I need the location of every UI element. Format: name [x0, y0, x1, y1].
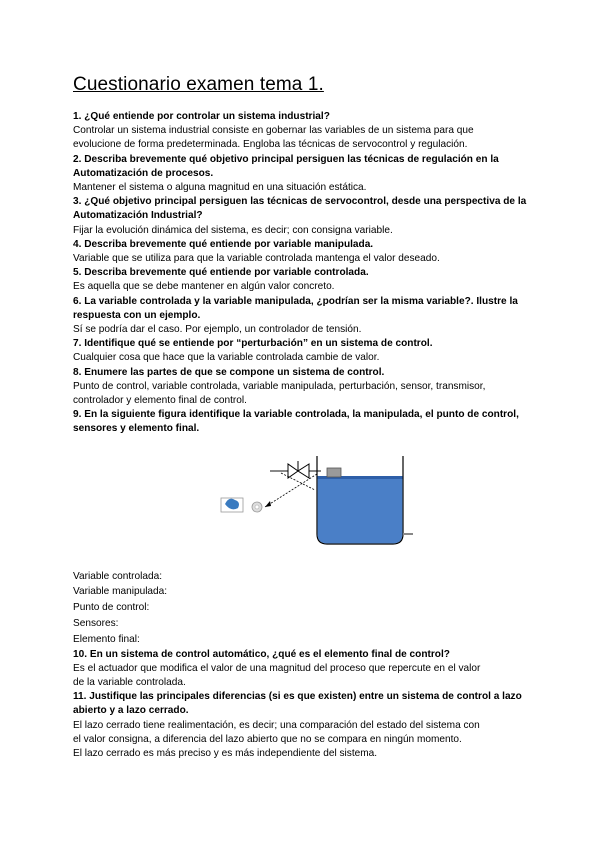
- question-heading: 10. En un sistema de control automático, ¿qué es el elemento final de control?: [73, 648, 450, 660]
- answer-line: Punto de control, variable controlada, variable manipulada, perturbación, sensor, transmisor,: [73, 380, 486, 392]
- signal-line-2: [281, 473, 315, 490]
- answer-line: Es aquella que se debe mantener en algún valor concreto.: [73, 281, 335, 293]
- answer-line: El lazo cerrado tiene realimentación, es decir; una comparación del estado del sistema con: [73, 719, 480, 731]
- answer-line: Variable que se utiliza para que la variable controlada mantenga el valor deseado.: [73, 253, 440, 265]
- signal-line: [265, 474, 317, 507]
- page-title: Cuestionario examen tema 1.: [73, 74, 324, 95]
- valve-right: [298, 464, 309, 478]
- answer-line: Sí se podría dar el caso. Por ejemplo, un controlador de tensión.: [73, 324, 362, 336]
- answer-line: Fijar la evolución dinámica del sistema, es decir; con consigna variable.: [73, 224, 393, 236]
- answer-line: el valor consigna, a diferencia del lazo abierto que no se compara en ningún momento.: [73, 733, 462, 745]
- questions-1-to-9: [73, 110, 533, 437]
- question-heading: 1. ¿Qué entiende por controlar un sistema industrial?: [73, 111, 330, 122]
- question-heading: 8. Enumere las partes de que se compone un sistema de control.: [73, 366, 385, 378]
- questionnaire-body: [73, 110, 533, 761]
- question-heading: 7. Identifique qué se entiende por “perturbación” en un sistema de control.: [73, 338, 433, 350]
- answer-line: de la variable controlada.: [73, 677, 186, 689]
- answer-line: Cualquier cosa que hace que la variable controlada cambie de valor.: [73, 352, 380, 364]
- tank-diagram: [213, 452, 413, 556]
- answer-line: Mantener el sistema o alguna magnitud en una situación estática.: [73, 182, 367, 194]
- control-system-figure: [73, 443, 533, 563]
- answer-line: evolucione de forma predeterminada. Engloba las técnicas de servocontrol y regulación.: [73, 139, 468, 151]
- question-heading: 4. Describa brevemente qué entiende por variable manipulada.: [73, 238, 374, 250]
- level-float: [327, 468, 341, 477]
- question-heading: 11. Justifique las principales diferencias (si es que existen) entre un sistema de control a lazo abierto y a lazo cerrado.: [73, 691, 522, 717]
- figure-answer-labels: [73, 569, 533, 648]
- label-punto-de-control: Punto de control:: [73, 602, 150, 614]
- valve-left: [288, 464, 298, 478]
- answer-line: El lazo cerrado es más preciso y es más independiente del sistema.: [73, 748, 378, 760]
- label-variable-manipulada: Variable manipulada:: [73, 586, 168, 598]
- question-heading: 2. Describa brevemente qué objetivo principal persiguen las técnicas de regulación en la Automatización de procesos.: [73, 153, 499, 179]
- label-sensores: Sensores:: [73, 618, 119, 630]
- label-elemento-final: Elemento final:: [73, 633, 140, 645]
- questions-10-to-11: [73, 648, 533, 762]
- label-variable-controlada: Variable controlada:: [73, 570, 163, 582]
- tank-water: [318, 476, 403, 543]
- question-heading: 6. La variable controlada y la variable manipulada, ¿podrían ser la misma variable?. Ilustre la respuesta con un ejemplo.: [73, 295, 518, 321]
- answer-line: Controlar un sistema industrial consiste en gobernar las variables de un sistema para que: [73, 125, 474, 137]
- question-heading: 5. Describa brevemente qué entiende por variable controlada.: [73, 267, 369, 279]
- answer-line: Es el actuador que modifica el valor de una magnitud del proceso que repercute en el valor: [73, 662, 481, 674]
- question-heading: 3. ¿Qué objetivo principal persiguen las técnicas de servocontrol, desde una perspectiva de la Automatización Industrial?: [73, 196, 527, 222]
- question-heading: 9. En la siguiente figura identifique la variable controlada, la manipulada, el punto de control, sensores y elemento final.: [73, 409, 519, 435]
- answer-line: controlador y elemento final de control.: [73, 395, 247, 407]
- arrow-head: [265, 501, 271, 507]
